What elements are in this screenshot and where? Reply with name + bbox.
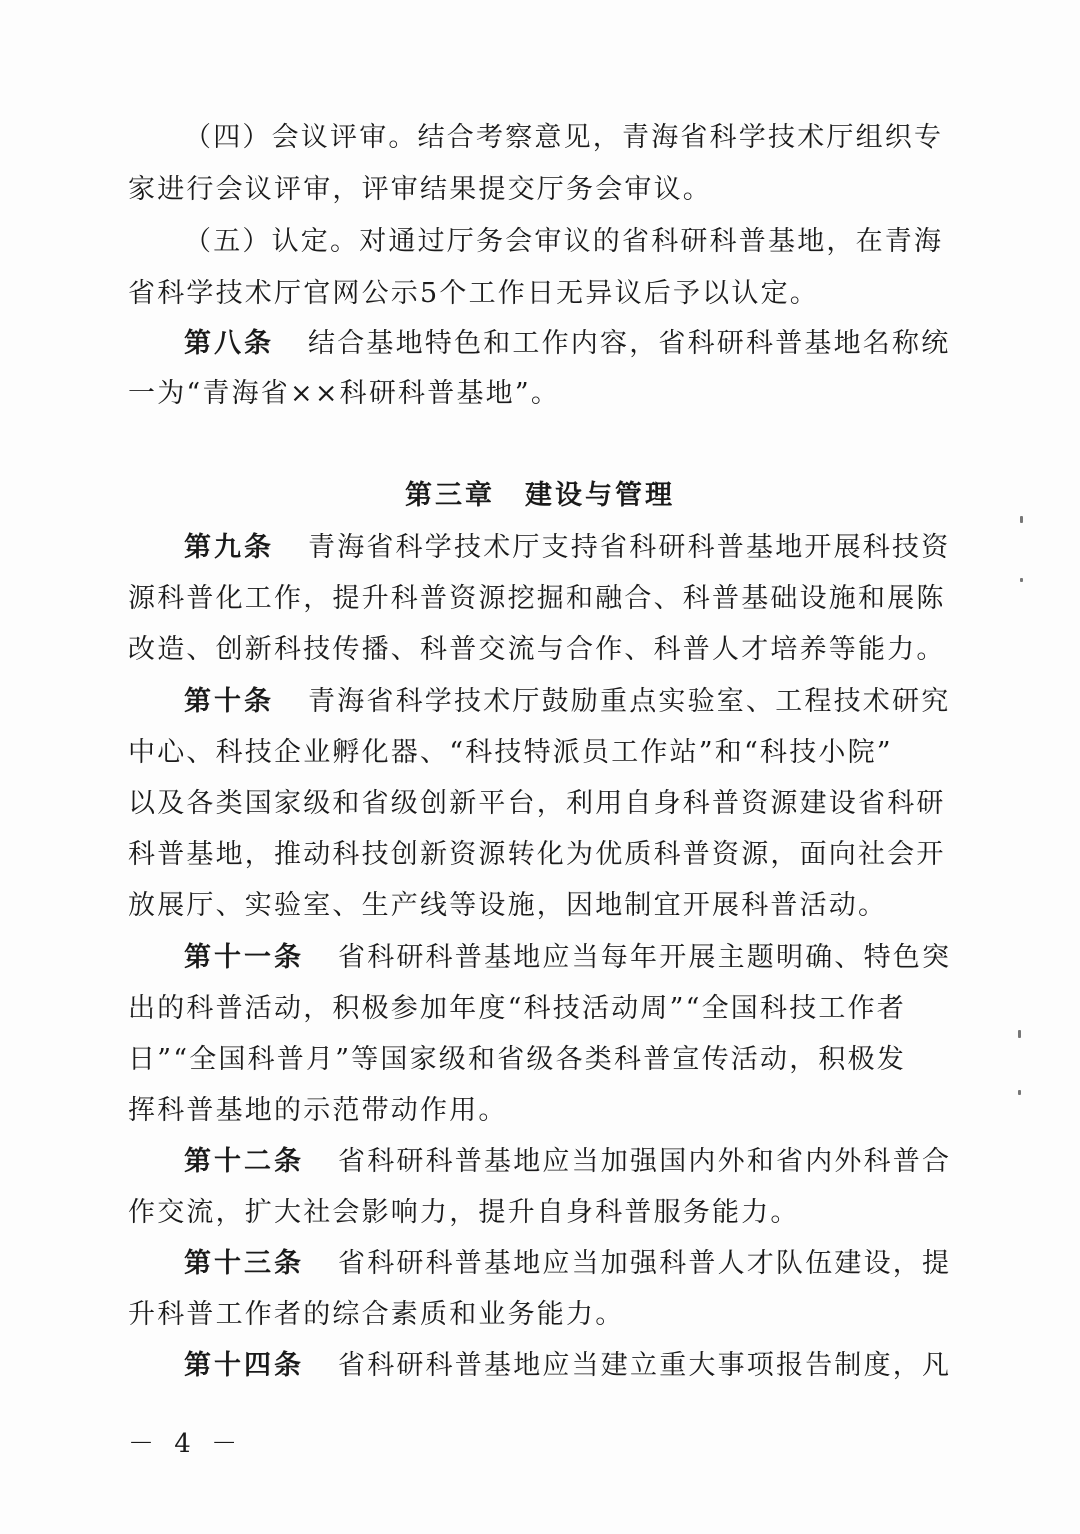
scan-speck (1020, 516, 1023, 523)
article-8-line (184, 324, 951, 364)
article-8-title: 第八条 (184, 328, 274, 359)
article-11-text: 省科研科普基地应当每年开展主题明确、特色突 (338, 942, 952, 973)
paragraph-line: （五）认定。对通过厅务会审议的省科研科普基地，在青海 (184, 226, 944, 257)
paragraph-line: 放展厅、实验室、生产线等设施，因地制宜开展科普活动。 (128, 890, 888, 921)
scan-speck (1018, 1030, 1021, 1038)
paragraph-line: 升科普工作者的综合素质和业务能力。 (128, 1299, 625, 1330)
paragraph-line: 中心、科技企业孵化器、“科技特派员工作站”和“科技小院” (128, 737, 893, 768)
article-9-title: 第九条 (184, 532, 274, 563)
article-13-text: 省科研科普基地应当加强科普人才队伍建设，提 (338, 1248, 952, 1279)
page-number: － 4 － (128, 1429, 244, 1459)
paragraph-line: 以及各类国家级和省级创新平台，利用自身科普资源建设省科研 (128, 788, 946, 819)
paragraph-line: 改造、创新科技传播、科普交流与合作、科普人才培养等能力。 (128, 634, 946, 665)
article-9-line (184, 528, 951, 568)
article-12-text: 省科研科普基地应当加强国内外和省内外科普合 (338, 1146, 952, 1177)
article-8-text: 结合基地特色和工作内容，省科研科普基地名称统 (308, 328, 951, 359)
paragraph-line: 家进行会议评审，评审结果提交厅务会审议。 (128, 174, 712, 205)
paragraph-line: 源科普化工作，提升科普资源挖掘和融合、科普基础设施和展陈 (128, 583, 946, 614)
article-14-text: 省科研科普基地应当建立重大事项报告制度，凡 (338, 1350, 952, 1381)
scan-speck (1018, 1090, 1021, 1095)
paragraph-line: 一为“青海省××科研科普基地”。 (128, 378, 561, 409)
paragraph-line: 作交流，扩大社会影响力，提升自身科普服务能力。 (128, 1197, 800, 1228)
article-9-text: 青海省科学技术厅支持省科研科普基地开展科技资 (308, 532, 951, 563)
article-10-text: 青海省科学技术厅鼓励重点实验室、工程技术研究 (308, 686, 951, 717)
article-10-title: 第十条 (184, 686, 274, 717)
paragraph-line: 挥科普基地的示范带动作用。 (128, 1095, 508, 1126)
paragraph-line: 出的科普活动，积极参加年度“科技活动周”“全国科技工作者 (128, 993, 907, 1024)
paragraph-line: 科普基地，推动科技创新资源转化为优质科普资源，面向社会开 (128, 839, 946, 870)
article-10-line (184, 682, 951, 722)
article-12-title: 第十二条 (184, 1146, 304, 1177)
chapter-title: 建设与管理 (525, 480, 675, 511)
paragraph-line: （四）会议评审。结合考察意见，青海省科学技术厅组织专 (184, 122, 944, 153)
scan-speck (1020, 578, 1023, 582)
paragraph-line: 日”“全国科普月”等国家级和省级各类科普宣传活动，积极发 (128, 1044, 907, 1075)
article-11-line (184, 938, 952, 978)
article-13-title: 第十三条 (184, 1248, 304, 1279)
article-14-title: 第十四条 (184, 1350, 304, 1381)
chapter-heading (0, 474, 1080, 518)
article-13-line (184, 1244, 952, 1284)
paragraph-line: 省科学技术厅官网公示5个工作日无异议后予以认定。 (128, 278, 819, 309)
chapter-number: 第三章 (405, 480, 495, 511)
article-11-title: 第十一条 (184, 942, 304, 973)
article-12-line (184, 1142, 952, 1182)
article-14-line (184, 1346, 952, 1386)
